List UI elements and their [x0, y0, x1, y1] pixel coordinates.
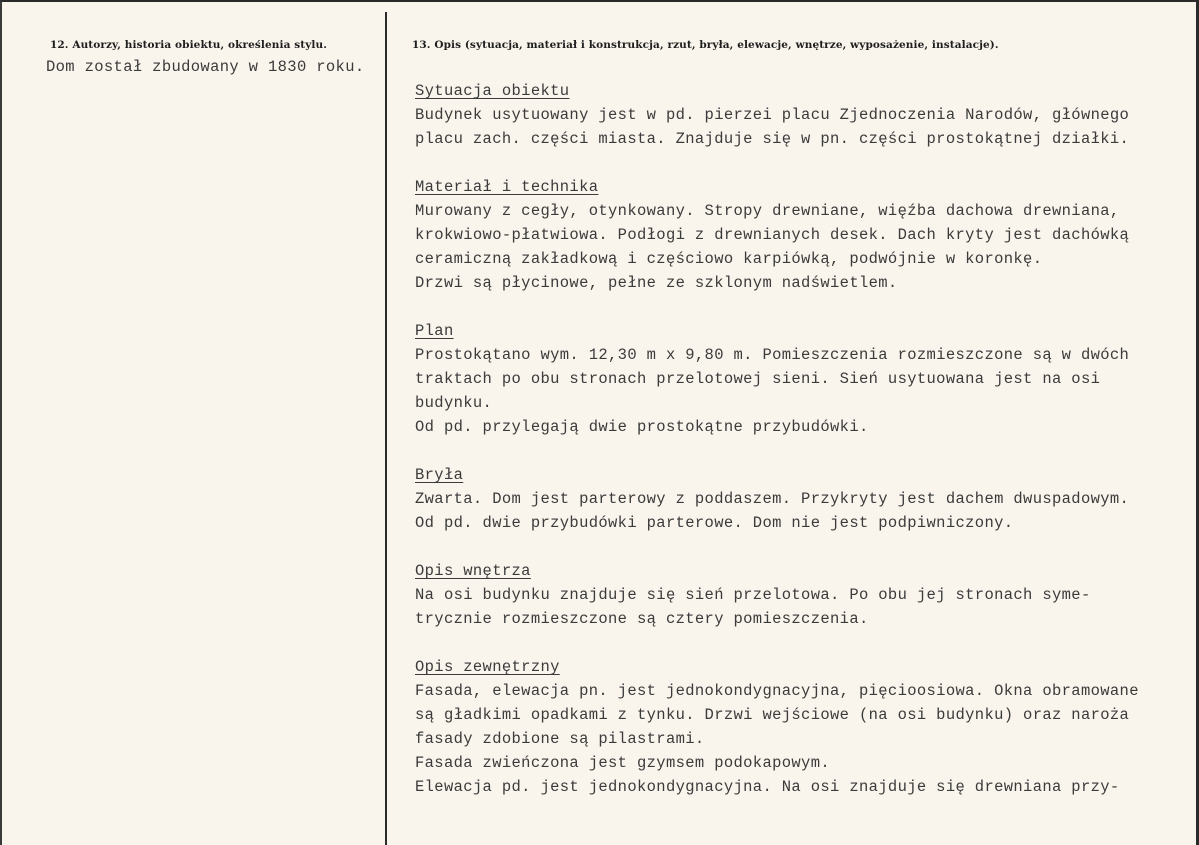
text-line: Murowany z cegły, otynkowany. Stropy drewniane, więźba dachowa drewniana, [415, 202, 1120, 220]
text-line: Od pd. przylegają dwie prostokątne przybudówki. [415, 418, 869, 436]
text-line: Elewacja pd. jest jednokondygnacyjna. Na osi znajduje się drewniana przy- [415, 778, 1120, 796]
section-title: Sytuacja obiektu [415, 82, 570, 100]
section-material [415, 175, 1195, 295]
text-line: Od pd. dwie przybudówki parterowe. Dom nie jest podpiwniczony. [415, 514, 1014, 532]
column-divider [385, 12, 387, 845]
text-line: są gładkimi opadkami z tynku. Drzwi wejściowe (na osi budynku) oraz naroża [415, 706, 1130, 724]
text-line: placu zach. części miasta. Znajduje się w pn. części prostokątnej działki. [415, 130, 1130, 148]
right-column-header: 13. Opis (sytuacja, materiał i konstrukcja, rzut, bryła, elewacje, wnętrze, wyposażenie, instalacje). [412, 39, 999, 51]
section-plan [415, 319, 1195, 439]
text-line: Drzwi są płycinowe, pełne ze szklonym nadświetlem. [415, 274, 898, 292]
section-title: Bryła [415, 466, 464, 484]
text-line: Budynek usytuowany jest w pd. pierzei placu Zjednoczenia Narodów, głównego [415, 106, 1130, 124]
right-column [388, 2, 1198, 845]
text-line: Fasada, elewacja pn. jest jednokondygnacyjna, pięcioosiowa. Okna obramowane [415, 682, 1139, 700]
text-line: Zwarta. Dom jest parterowy z poddaszem. Przykryty jest dachem dwuspadowym. [415, 490, 1130, 508]
left-column-header: 12. Autorzy, historia obiektu, określenia stylu. [50, 39, 328, 51]
text-line: krokwiowo-płatwiowa. Podłogi z drewnianych desek. Dach kryty jest dachówką [415, 226, 1130, 244]
text-line: Fasada zwieńczona jest gzymsem podokapowym. [415, 754, 831, 772]
section-title: Opis zewnętrzny [415, 658, 560, 676]
text-line: trycznie rozmieszczone są cztery pomieszczenia. [415, 610, 869, 628]
section-massing [415, 463, 1195, 535]
section-interior [415, 559, 1195, 631]
section-exterior [415, 655, 1195, 799]
section-title: Plan [415, 322, 454, 340]
history-text: Dom został zbudowany w 1830 roku. [46, 58, 365, 76]
text-line: fasady zdobione są pilastrami. [415, 730, 705, 748]
section-situation [415, 79, 1195, 151]
text-line: budynku. [415, 394, 493, 412]
description-content [415, 79, 1195, 799]
text-line: Na osi budynku znajduje się sień przelotowa. Po obu jej stronach syme- [415, 586, 1091, 604]
left-column [2, 2, 385, 845]
section-title: Materiał i technika [415, 178, 599, 196]
text-line: traktach po obu stronach przelotowej sieni. Sień usytuowana jest na osi [415, 370, 1101, 388]
section-title: Opis wnętrza [415, 562, 531, 580]
text-line: ceramiczną zakładkową i częściowo karpiówką, podwójnie w koronkę. [415, 250, 1043, 268]
text-line: Prostokątano wym. 12,30 m x 9,80 m. Pomieszczenia rozmieszczone są w dwóch [415, 346, 1130, 364]
